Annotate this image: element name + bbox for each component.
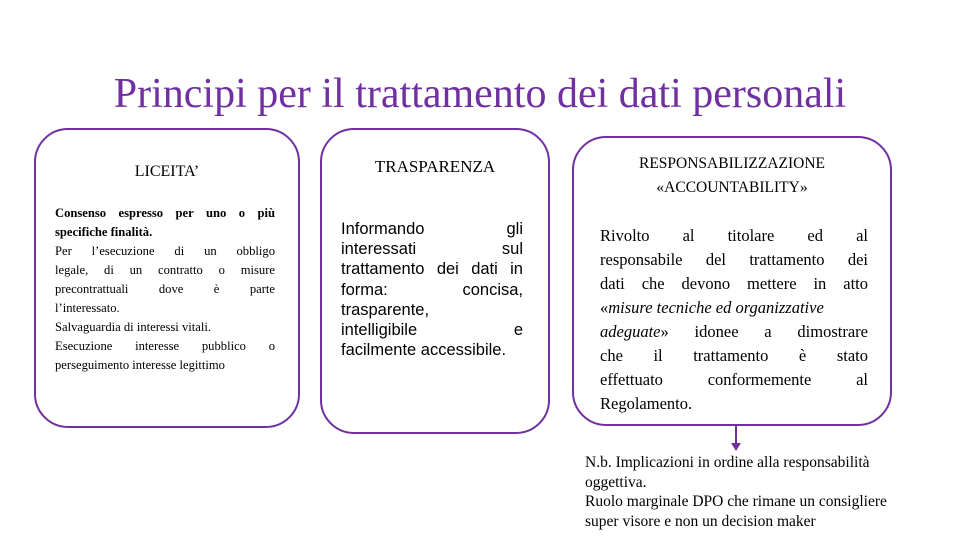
note-line: oggettiva. — [585, 473, 647, 491]
text-line — [600, 320, 868, 344]
text-line — [600, 296, 868, 320]
text-line: Salvaguardia di interessi vitali. — [55, 320, 211, 334]
text-line: forma: concisa, — [341, 280, 523, 299]
text-line: dati che devono mettere in atto — [600, 274, 868, 293]
note-line: Ruolo marginale DPO che rimane un consigliere — [585, 493, 887, 510]
trasparenza-text — [341, 219, 523, 360]
text-line: perseguimento interesse legittimo — [55, 358, 225, 372]
text-line: responsabile del trattamento dei — [600, 250, 868, 269]
text-line: facilmente accessibile. — [341, 341, 507, 360]
down-arrow-icon — [728, 424, 744, 452]
responsabilizzazione-text — [600, 224, 868, 416]
text-line: Informando gli — [341, 220, 523, 238]
text-line: trattamento dei dati in — [341, 260, 523, 279]
page-title: Principi per il trattamento dei dati personali — [113, 71, 847, 117]
italic-phrase: misure tecniche ed organizzative — [608, 298, 824, 317]
text-fragment: » idonee a dimostrare — [660, 322, 868, 341]
heading-line: RESPONSABILIZZAZIONE — [639, 155, 825, 172]
responsabilizzazione-heading — [572, 152, 892, 200]
text-line: Regolamento. — [600, 394, 693, 413]
text-line: legale, di un contratto o misure — [55, 263, 275, 277]
heading-line: «ACCOUNTABILITY» — [656, 179, 808, 196]
text-line: interessati sul — [341, 240, 523, 259]
text-line: Per l’esecuzione di un obbligo — [55, 244, 275, 258]
quote-open: « — [600, 298, 609, 317]
note-text — [585, 453, 955, 531]
text-line: trasparente, — [341, 300, 430, 319]
trasparenza-heading: TRASPARENZA — [374, 157, 496, 176]
note-line: N.b. Implicazioni in ordine alla responsabilità — [585, 454, 870, 471]
note-line: super visore e non un decision maker — [585, 512, 816, 530]
text-line: l’interessato. — [55, 301, 120, 315]
italic-phrase: adeguate — [600, 322, 661, 341]
liceita-text — [55, 204, 275, 375]
text-line: Esecuzione interesse pubblico o — [55, 339, 275, 353]
text-line: effettuato conformemente al — [600, 370, 868, 389]
text-line: Consenso espresso per uno o più — [55, 206, 275, 220]
text-line: specifiche finalità. — [55, 225, 153, 239]
text-line: precontrattuali dove è parte — [55, 282, 275, 296]
text-line: intelligibile e — [341, 321, 523, 340]
text-line: Rivolto al titolare ed al — [600, 226, 868, 245]
text-line: che il trattamento è stato — [600, 346, 868, 365]
liceita-heading: LICEITA’ — [134, 163, 200, 180]
